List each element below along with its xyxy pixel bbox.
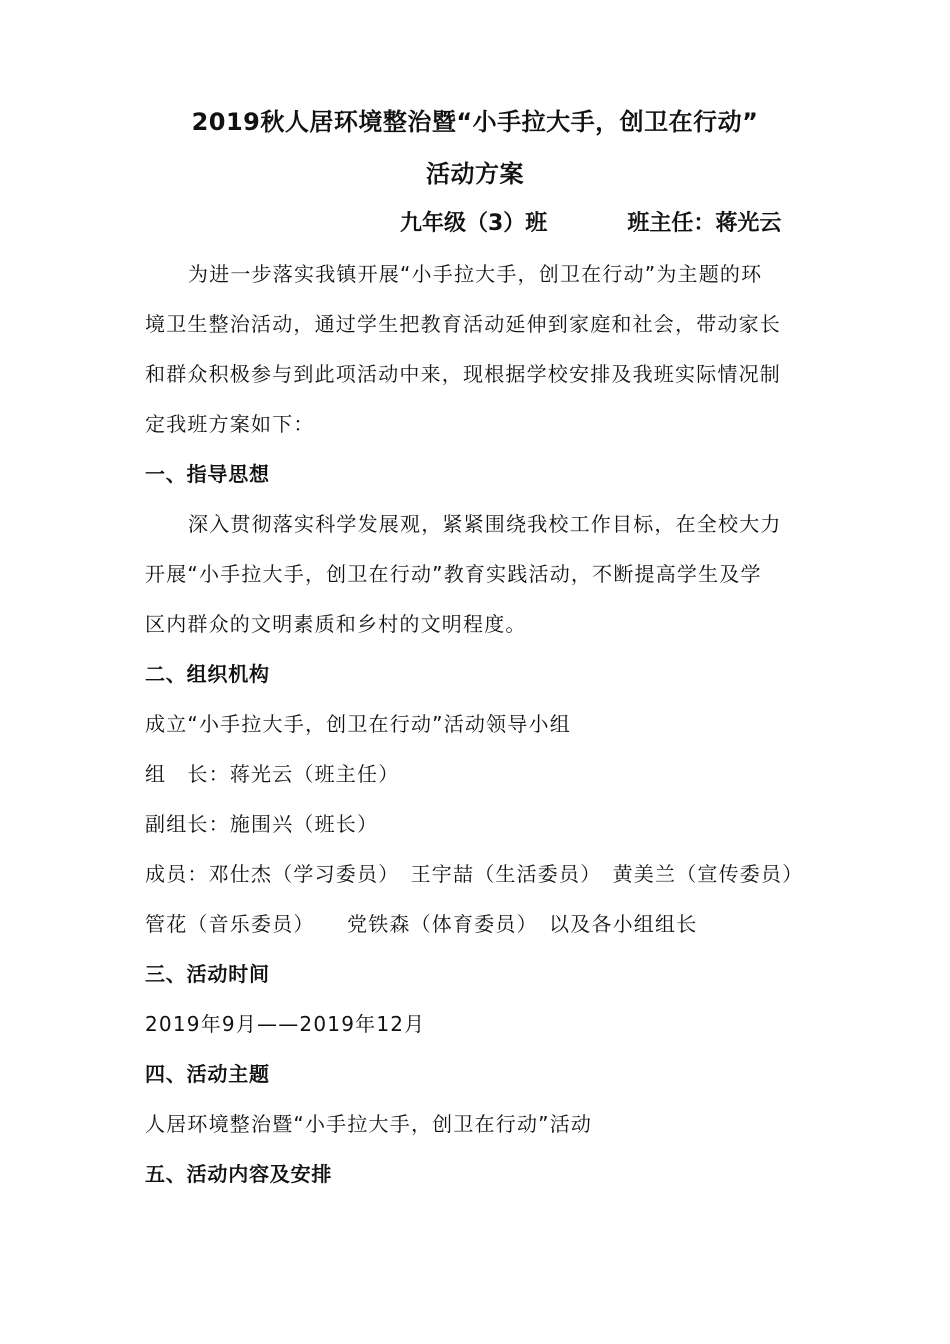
- intro-line: 和群众积极参与到此项活动中来，现根据学校安排及我班实际情况制: [145, 362, 781, 386]
- intro-line: 定我班方案如下：: [145, 412, 315, 436]
- team-leader: 组 长：蒋光云（班主任）: [145, 762, 400, 786]
- section-text: 深入贯彻落实科学发展观，紧紧围绕我校工作目标，在全校大力: [188, 512, 782, 536]
- teacher-name: 班主任：蒋光云: [627, 211, 782, 236]
- document-subtitle: 活动方案: [426, 160, 524, 188]
- activity-time: 2019年9月——2019年12月: [145, 1012, 426, 1036]
- section-heading-activity-content: 五、活动内容及安排: [145, 1162, 333, 1186]
- class-info: [400, 206, 781, 237]
- section-heading-guiding-ideology: 一、指导思想: [145, 462, 270, 486]
- activity-theme: 人居环境整治暨“小手拉大手，创卫在行动”活动: [145, 1112, 593, 1136]
- section-heading-activity-time: 三、活动时间: [145, 962, 270, 986]
- deputy-leader: 副组长：施围兴（班长）: [145, 812, 379, 836]
- members-line: 成员：邓仕杰（学习委员） 王宇喆（生活委员） 黄美兰（宣传委员）: [145, 862, 804, 886]
- section-text: 区内群众的文明素质和乡村的文明程度。: [145, 612, 527, 636]
- members-line: 管花（音乐委员） 党铁森（体育委员） 以及各小组组长: [145, 912, 698, 936]
- intro-line: 为进一步落实我镇开展“小手拉大手，创卫在行动”为主题的环: [188, 262, 763, 286]
- class-name: 九年级（3）班: [400, 211, 548, 236]
- section-text: 开展“小手拉大手，创卫在行动”教育实践活动，不断提高学生及学: [145, 562, 762, 586]
- section-heading-organization: 二、组织机构: [145, 662, 270, 686]
- intro-line: 境卫生整治活动，通过学生把教育活动延伸到家庭和社会，带动家长: [145, 312, 781, 336]
- document-title: 2019秋人居环境整治暨“小手拉大手，创卫在行动”: [191, 108, 759, 136]
- section-text: 成立“小手拉大手，创卫在行动”活动领导小组: [145, 712, 571, 736]
- section-heading-activity-theme: 四、活动主题: [145, 1062, 270, 1086]
